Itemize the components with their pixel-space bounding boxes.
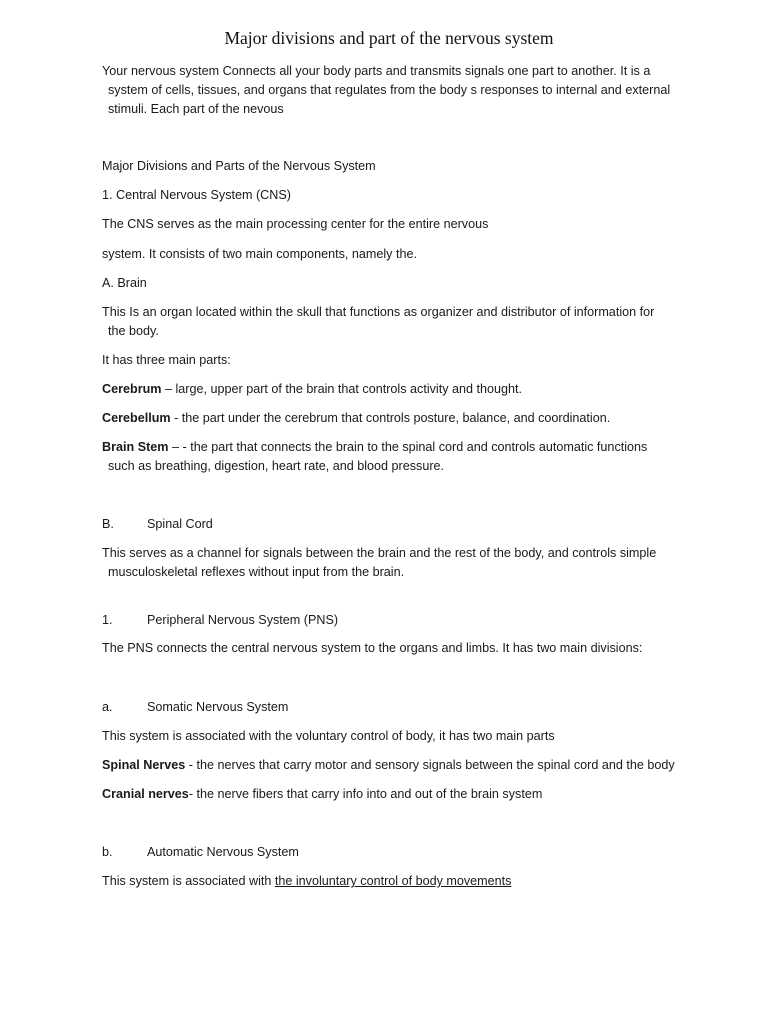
somatic-description: This system is associated with the voluntary control of body, it has two main parts bbox=[102, 729, 555, 743]
spinal-desc-line: musculoskeletal reflexes without input from the brain. bbox=[108, 565, 405, 579]
pns-title: Peripheral Nervous System (PNS) bbox=[147, 613, 339, 627]
autonomic-desc-prefix: This system is associated with bbox=[102, 874, 275, 888]
spinal-nerves-term: Spinal Nerves bbox=[102, 758, 186, 772]
cns-text-line: The CNS serves as the main processing center for the entire nervous bbox=[102, 217, 489, 231]
somatic-number: a. bbox=[102, 700, 113, 714]
brain-heading: A. Brain bbox=[102, 276, 147, 290]
cerebellum-item bbox=[102, 409, 682, 428]
somatic-title: Somatic Nervous System bbox=[147, 700, 289, 714]
cerebellum-term: Cerebellum bbox=[102, 411, 171, 425]
section-heading: Major Divisions and Parts of the Nervous System bbox=[102, 159, 376, 173]
cerebellum-desc: - the part under the cerebrum that controls posture, balance, and coordination. bbox=[170, 411, 611, 425]
pns-heading bbox=[102, 611, 682, 630]
brainstem-desc: – - the part that connects the brain to the spinal cord and controls automatic functions bbox=[168, 440, 648, 454]
document-title: Major divisions and part of the nervous system bbox=[224, 28, 554, 48]
autonomic-desc-underlined: the involuntary control of body movements bbox=[274, 874, 512, 888]
somatic-heading bbox=[102, 698, 682, 717]
cerebrum-item bbox=[102, 380, 682, 399]
brainstem-desc-line: such as breathing, digestion, heart rate, and blood pressure. bbox=[108, 459, 445, 473]
spinal-cord-description bbox=[102, 544, 682, 582]
intro-line: system of cells, tissues, and organs that regulates from the body s responses to internal and external bbox=[108, 83, 671, 97]
three-parts-text: It has three main parts: bbox=[102, 353, 231, 367]
spinal-desc-line: This serves as a channel for signals between the brain and the rest of the body, and controls simple bbox=[102, 546, 657, 560]
cns-text-line: system. It consists of two main components, namely the. bbox=[102, 247, 417, 261]
cranial-nerves-term: Cranial nerves bbox=[102, 787, 189, 801]
autonomic-number: b. bbox=[102, 845, 113, 859]
spinal-nerves-item bbox=[102, 756, 682, 775]
spinal-nerves-desc: - the nerves that carry motor and sensory signals between the spinal cord and the body bbox=[185, 758, 675, 772]
brainstem-item bbox=[102, 438, 682, 476]
cns-heading: 1. Central Nervous System (CNS) bbox=[102, 188, 291, 202]
cranial-nerves-desc: - the nerve fibers that carry info into and out of the brain system bbox=[188, 787, 543, 801]
intro-paragraph bbox=[102, 62, 682, 119]
autonomic-description bbox=[102, 872, 682, 891]
pns-number: 1. bbox=[102, 613, 113, 627]
brain-desc-line: the body. bbox=[108, 324, 159, 338]
cranial-nerves-item bbox=[102, 785, 682, 804]
brainstem-term: Brain Stem bbox=[102, 440, 169, 454]
autonomic-heading bbox=[102, 843, 682, 862]
intro-line: stimuli. Each part of the nevous bbox=[108, 102, 284, 116]
intro-line: Your nervous system Connects all your body parts and transmits signals one part to another. It is a bbox=[102, 64, 651, 78]
autonomic-title: Automatic Nervous System bbox=[147, 845, 299, 859]
cerebrum-desc: – large, upper part of the brain that controls activity and thought. bbox=[161, 382, 523, 396]
spinal-cord-title: Spinal Cord bbox=[147, 517, 213, 531]
brain-description bbox=[102, 303, 682, 341]
pns-description: The PNS connects the central nervous system to the organs and limbs. It has two main divisions: bbox=[102, 641, 643, 655]
brain-desc-line: This Is an organ located within the skull that functions as organizer and distributor of information for bbox=[102, 305, 655, 319]
spinal-cord-number: B. bbox=[102, 517, 114, 531]
spinal-cord-heading bbox=[102, 515, 682, 534]
cerebrum-term: Cerebrum bbox=[102, 382, 162, 396]
